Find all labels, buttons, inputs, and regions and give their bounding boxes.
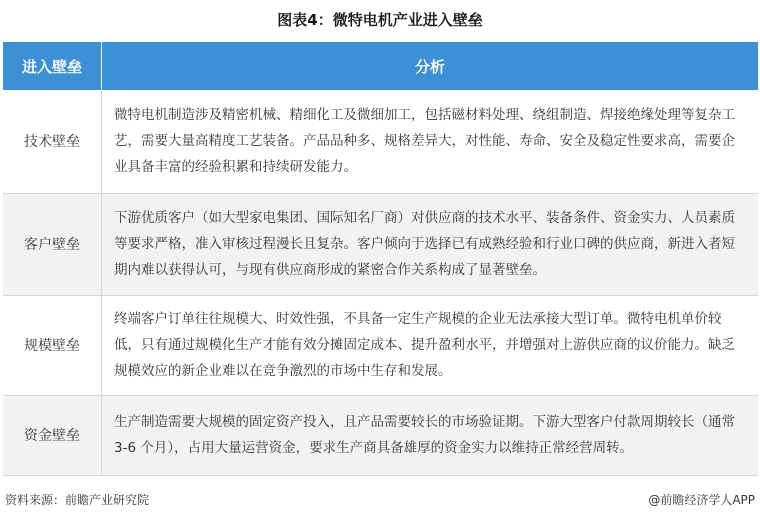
- barrier-analysis: 微特电机制造涉及精密机械、精细化工及微细加工，包括磁材料处理、绕组制造、焊接绝缘处理等复杂工艺，需要大量高精度工艺装备。产品品种多、规格差异大，对性能、寿命、安全及稳定性要求高，需要企业具备丰富的经验积累和持续研发能力。: [102, 90, 759, 193]
- barrier-analysis: 生产制造需要大规模的固定资产投入，且产品需要较长的市场验证期。下游大型客户付款周期较长（通常 3-6 个月），占用大量运营资金，要求生产商具备雄厚的资金实力以维持正常经营周转。: [102, 395, 759, 475]
- source-note: 资料来源：前瞻产业研究院: [5, 493, 150, 507]
- table-title: 图表4：微特电机产业进入壁垒: [277, 11, 483, 29]
- barrier-name: 资金壁垒: [3, 395, 102, 475]
- barrier-table: [3, 42, 758, 476]
- barrier-name: 规模壁垒: [3, 295, 102, 395]
- header-barrier: 进入壁垒: [3, 42, 102, 90]
- table-row: [3, 295, 758, 395]
- brand-credit: @前瞻经济学人APP: [648, 493, 755, 507]
- barrier-analysis: 终端客户订单往往规模大、时效性强，不具备一定生产规模的企业无法承接大型订单。微特电机单价较低，只有通过规模化生产才能有效分摊固定成本、提升盈利水平，并增强对上游供应商的议价能力。缺乏规模效应的新企业难以在竞争激烈的市场中生存和发展。: [102, 295, 759, 395]
- barrier-name: 技术壁垒: [3, 90, 102, 193]
- header-analysis: 分析: [414, 57, 445, 76]
- barrier-name: 客户壁垒: [3, 193, 102, 295]
- table-row: [3, 193, 758, 295]
- table-header-row: [3, 42, 758, 90]
- table-row: [3, 90, 758, 193]
- footer: [5, 490, 757, 510]
- table-row: [3, 395, 758, 475]
- barrier-analysis: 下游优质客户（如大型家电集团、国际知名厂商）对供应商的技术水平、装备条件、资金实力、人员素质等要求严格，准入审核过程漫长且复杂。客户倾向于选择已有成熟经验和行业口碑的供应商，新进入者短期内难以获得认可，与现有供应商形成的紧密合作关系构成了显著壁垒。: [102, 193, 759, 295]
